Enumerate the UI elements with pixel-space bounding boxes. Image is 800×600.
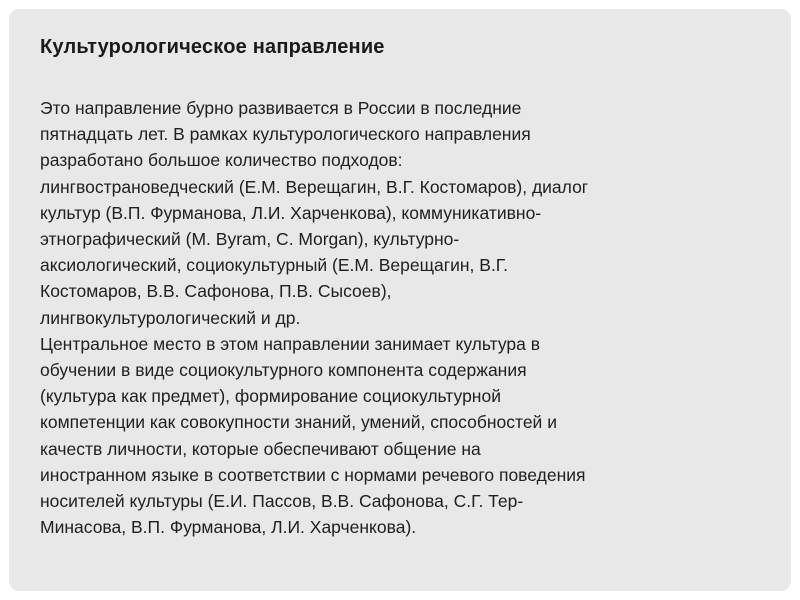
body-line-6: этнографический (M. Byram, C. Morgan), культурно- (40, 229, 460, 250)
body-line-10: Центральное место в этом направлении занимает культура в (40, 333, 541, 354)
body-line-16: носителей культуры (Е.И. Пассов, В.В. Сафонова, С.Г. Тер- (40, 491, 524, 512)
body-line-14: качеств личности, которые обеспечивают общение на (40, 438, 481, 459)
body-line-7: аксиологический, социокультурный (Е.М. Верещагин, В.Г. (40, 255, 509, 276)
body-line-2: пятнадцать лет. В рамках культурологического направления (40, 124, 531, 145)
body-line-3: разработано большое количество подходов: (40, 150, 403, 171)
body-line-4: лингвострановедческий (Е.М. Верещагин, В.Г. Костомаров), диалог (40, 176, 589, 197)
body-line-13: компетенции как совокупности знаний, умений, способностей и (40, 412, 557, 433)
body-line-12: (культура как предмет), формирование социокультурной (40, 386, 501, 407)
slide-body (40, 95, 760, 540)
body-line-9: лингвокультурологический и др. (40, 307, 301, 328)
body-line-1: Это направление бурно развивается в России в последние (40, 98, 522, 118)
body-line-15: иностранном языке в соответствии с нормами речевого поведения (40, 464, 586, 485)
body-line-8: Костомаров, В.В. Сафонова, П.В. Сысоев), (40, 281, 392, 302)
body-line-17: Минасова, В.П. Фурманова, Л.И. Харченкова). (40, 517, 417, 538)
body-line-11: обучении в виде социокультурного компонента содержания (40, 360, 527, 381)
body-line-5: культур (В.П. Фурманова, Л.И. Харченкова), коммуникативно- (40, 202, 542, 223)
slide-title: Культурологическое направление (40, 36, 385, 58)
